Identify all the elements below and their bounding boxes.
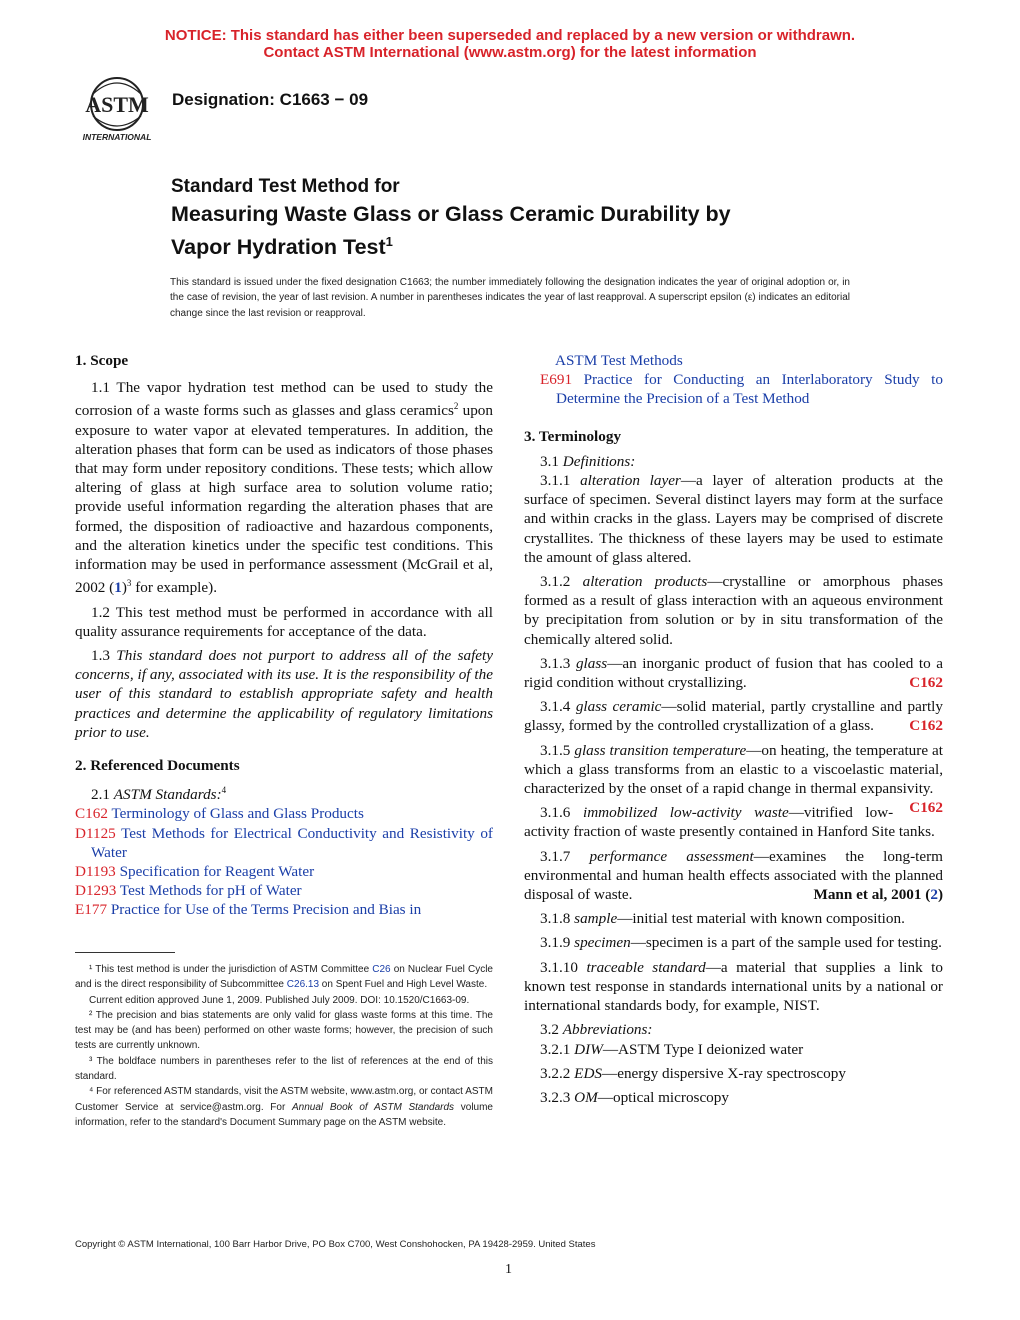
definition-alteration-products: 3.1.2 alteration products—crystalline or amorphous phases formed as a result of glass interaction with an aqueous environment by precipitation from solution or by in situ transformation of the chemically altered solid. — [524, 573, 944, 648]
ref-c162[interactable]: C162 — [909, 799, 943, 817]
logo-subtext: INTERNATIONAL — [82, 132, 152, 142]
document-title — [171, 200, 871, 261]
astm-standards-label: 2.1 ASTM Standards:$^4$ — [91, 785, 227, 804]
refdoc-e177-continued[interactable]: ASTM Test Methods — [555, 352, 683, 369]
logo-letters: ASTM — [85, 92, 149, 117]
footnote-3: ³ The boldface numbers in parentheses refer to the list of references at the end of this standard. — [75, 1055, 493, 1083]
title-line1: Standard Test Method for — [171, 176, 400, 197]
abbreviations-label: 3.2 Abbreviations: — [540, 1021, 653, 1039]
definitions-label: 3.1 Definitions: — [540, 452, 636, 470]
abbreviation-om: 3.2.3 OM—optical microscopy — [540, 1088, 729, 1106]
ref-link-1[interactable]: 1 — [114, 579, 122, 597]
page-number: 1 — [505, 1262, 512, 1277]
refdoc-e177[interactable]: E177 Practice for Use of the Terms Precision and Bias in — [75, 901, 422, 919]
footnote-1: ¹ This test method is under the jurisdiction of ASTM Committee C26 on Nuclear Fuel Cycle and is the direct responsibility of Subcommittee C26.13 on Spent Fuel and High Level Waste. — [75, 964, 493, 991]
definition-immobilized-low-activity-waste: 3.1.6 immobilized low-activity waste—vitrified low-activity fraction of waste presently contained in Hanford Site tanks. — [524, 804, 935, 841]
footnote-4: ⁴ For referenced ASTM standards, visit the ASTM website, www.astm.org, or contact ASTM Customer Service at service@astm.org. For Annual Book of ASTM Standards volume information, refer to the standard's Document Summary page on the ASTM website. — [75, 1086, 493, 1128]
title-line2: Measuring Waste Glass or Glass Ceramic Durability by — [171, 202, 731, 226]
scope-1-2: 1.2 This test method must be performed in accordance with all quality assurance requirements for acceptance of the data. — [75, 603, 493, 640]
issuance-statement: This standard is issued under the fixed designation C1663; the number immediately following the designation indicates the year of original adoption or, in the case of revision, the year of last revision. A number in parentheses indicates the year of last reapproval. A superscript epsilon (ε) indicates an editorial change since the last revision or reapproval. — [170, 277, 850, 319]
title-footnote-mark: 1 — [385, 234, 393, 249]
withdrawal-notice-line1: NOTICE: This standard has either been superseded and replaced by a new version or withdrawn. — [164, 27, 856, 44]
definition-glass-ceramic: 3.1.4 glass ceramic—solid material, partly crystalline and partly glassy, formed by the controlled crystallization of a glass. C162 — [524, 698, 943, 735]
footnotes — [75, 962, 493, 1130]
refdoc-d1193[interactable]: D1193 Specification for Reagent Water — [75, 863, 315, 881]
refdoc-e691[interactable]: E691 Practice for Conducting an Interlaboratory Study to Determine the Precision of a Test Method — [540, 371, 943, 408]
designation: Designation: C1663 − 09 — [172, 90, 369, 109]
footnote-divider — [75, 952, 175, 953]
abbreviation-diw: 3.2.1 DIW—ASTM Type I deionized water — [540, 1040, 804, 1058]
scope-heading: 1. Scope — [75, 352, 129, 369]
refdoc-d1125[interactable]: D1125 Test Methods for Electrical Conductivity and Resistivity of Water — [75, 824, 493, 861]
refdoc-c162[interactable]: C162 Terminology of Glass and Glass Products — [75, 805, 364, 823]
definition-specimen: 3.1.9 specimen—specimen is a part of the sample used for testing. — [540, 934, 942, 952]
definition-alteration-layer: 3.1.1 alteration layer—a layer of alteration products at the surface of specimen. Several distinct layers may form at the surface and within cracks in the glass. Layers may be comprised of discrete crystallites. The thickness of these layers may be used to estimate the amount of glass altered. — [524, 472, 943, 566]
refdoc-d1293[interactable]: D1293 Test Methods for pH of Water — [75, 882, 302, 900]
ref-c162[interactable]: C162 — [909, 717, 943, 735]
definition-glass-transition-temperature: 3.1.5 glass transition temperature—on heating, the temperature at which a glass transforms from an elastic to a viscoelastic material, characterized by the onset of a rapid change in thermal expansivity. C162 — [524, 741, 943, 817]
ref-mann-2001[interactable]: Mann et al, 2001 (2) — [813, 886, 943, 904]
withdrawal-notice-line2: Contact ASTM International (www.astm.org) for the latest information — [263, 44, 757, 61]
ref-c162[interactable]: C162 — [909, 674, 943, 692]
terminology-heading: 3. Terminology — [524, 427, 622, 445]
scope-1-3: 1.3 This standard does not purport to address all of the safety concerns, if any, associated with its use. It is the responsibility of the user of this standard to establish appropriate safety and health practices and determine the applicability of regulatory limitations prior to use. — [75, 646, 493, 741]
footnote-2: ² The precision and bias statements are only valid for glass waste forms at this time. The test may be (and has been) performed on other waste forms; however, the precision of such tests are currently unknown. — [75, 1009, 493, 1052]
abbreviation-eds: 3.2.2 EDS—energy dispersive X-ray spectroscopy — [540, 1064, 846, 1082]
definition-sample: 3.1.8 sample—initial test material with known composition. — [540, 910, 905, 928]
scope-1-1: 1.1 The vapor hydration test method can be used to study the corrosion of a waste forms such as glasses and glass ceramics$^2$ upon exposure to water vapor at elevated temperatures. In addition, the alteration phases that form can be used as indicators of those phases that may form under repository conditions. These tests; which allow altering of glass at high surface area to solution volume ratio; provide useful information regarding the alteration phases that are formed, the disposition of radioactive and hazardous components, and the alteration kinetics under the specific test conditions. This information may be used in performance assessment (McGrail et al, 2002 $(1)^3$ for example). — [75, 379, 493, 597]
right-column — [524, 351, 943, 1112]
definition-glass: 3.1.3 glass—an inorganic product of fusion that has cooled to a rigid condition without crystallizing. C162 — [524, 654, 944, 692]
definition-performance-assessment: 3.1.7 performance assessment—examines the long-term environmental and human health effects associated with the planned disposal of waste. Mann et al, 2001 (2) — [524, 847, 943, 904]
copyright-footer: Copyright © ASTM International, 100 Barr Harbor Drive, PO Box C700, West Conshohocken, PA 19428-2959. United States — [75, 1239, 596, 1250]
footnote-1-edition: Current edition approved June 1, 2009. Published July 2009. DOI: 10.1520/C1663-09. — [89, 994, 470, 1006]
left-column — [75, 351, 493, 920]
title-line3: Vapor Hydration Test — [171, 235, 386, 260]
refdocs-heading: 2. Referenced Documents — [75, 756, 240, 774]
astm-logo — [74, 74, 160, 144]
definition-traceable-standard: 3.1.10 traceable standard—a material that supplies a link to known test response in standards international units by a national or international standards body, for example, NIST. — [524, 958, 943, 1015]
